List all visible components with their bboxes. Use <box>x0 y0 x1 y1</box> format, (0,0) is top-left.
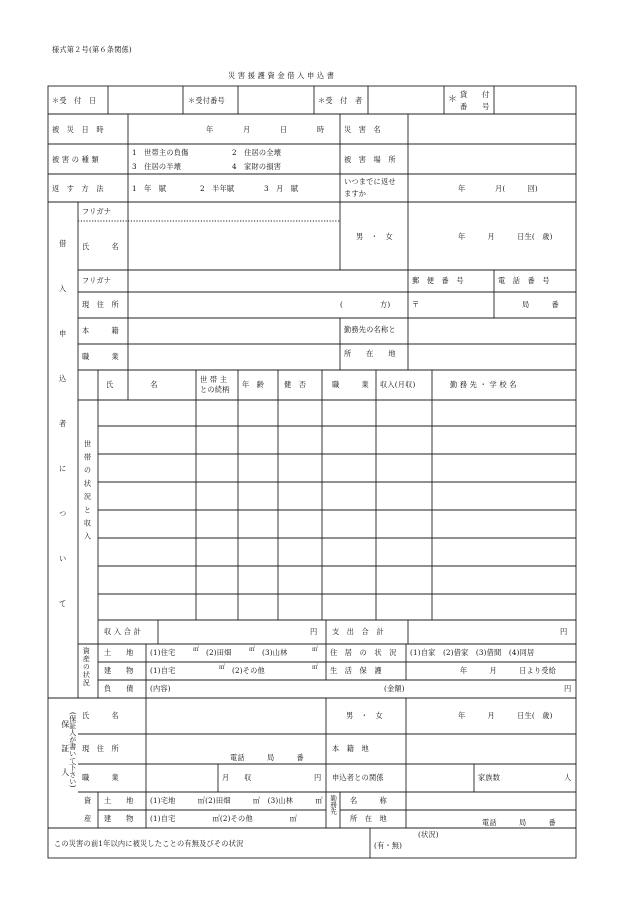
label-furigana-1: フリガナ <box>82 207 112 216</box>
label-workplace-1: 勤務先の名称と <box>344 325 396 334</box>
label-g-land: 土 地 <box>104 796 134 805</box>
label-land: 土 地 <box>104 648 134 657</box>
g-sex: 男 ・ 女 <box>346 711 383 720</box>
col-relation-1: 世 帯 主 <box>200 375 228 384</box>
applicant-birth: 年 月 日生( 歳) <box>458 232 553 241</box>
label-applicant-name: 氏 名 <box>82 242 119 251</box>
label-housing: 住 居 の 状 況 <box>330 648 397 657</box>
label-welfare: 生 活 保 護 <box>330 666 382 675</box>
col-name: 氏 名 <box>106 380 158 389</box>
label-damage-type: 被 害 の 種 類 <box>52 155 99 164</box>
label-repay-method: 返 す 方 法 <box>52 184 104 193</box>
postal-mark: 〒 <box>412 300 420 309</box>
g-birth: 年 月 日生( 歳) <box>458 711 553 720</box>
repay-option-3: 3 月 賦 <box>264 184 299 193</box>
household-side-label: 世帯の状況と収入 <box>83 440 93 546</box>
label-g-salary: 月 収 <box>222 773 252 782</box>
label-loan-number-1: 貸 付 <box>460 90 490 99</box>
damage-option-3: 3 住居の半壊 <box>132 162 182 171</box>
debt-amount: (金額) <box>384 684 405 693</box>
bldg-m2-1: ㎡ <box>219 664 226 671</box>
label-prior-disaster: この災害の前1年以内に被災したことの有無及びその状況 <box>54 839 244 848</box>
land-m2-3: ㎡ <box>312 646 319 653</box>
land-forest: (3)山林 <box>262 648 288 657</box>
disaster-date-value: 年 月 日 時 <box>206 125 325 134</box>
g-salary-yen: 円 <box>314 773 322 782</box>
until-value: 年 月( 回) <box>458 184 538 193</box>
land-farm: (2)田畑 <box>206 648 232 657</box>
col-age: 年 齢 <box>242 380 265 389</box>
col-job: 職 業 <box>332 380 369 389</box>
label-until-2: ますか <box>344 189 367 198</box>
applicant-sex: 男 ・ 女 <box>356 232 393 241</box>
label-debt: 負 債 <box>104 684 134 693</box>
label-receipt-number: ＊受付番号 <box>188 96 225 105</box>
expense-yen: 円 <box>560 627 568 636</box>
assets-side-label: 資産の状況 <box>82 647 91 687</box>
debt-yen: 円 <box>564 684 572 693</box>
g-building-value: (1)自宅 ㎡(2)その他 ㎡ <box>150 814 298 823</box>
label-loan-number-2: 番 号 <box>460 102 490 111</box>
label-g-family: 家族数 <box>478 773 501 782</box>
label-job: 職 業 <box>82 352 119 361</box>
g-asset-char-1: 資 <box>84 796 92 805</box>
label-g-building: 建 物 <box>104 814 134 823</box>
label-receipt-date: ＊受 付 日 <box>52 96 97 105</box>
damage-option-4: 4 家財の損害 <box>232 162 282 171</box>
address-kata: ( 方) <box>340 300 391 309</box>
damage-option-1: 1 世帯主の負傷 <box>132 148 189 157</box>
loan-number-star: ＊ <box>448 95 458 105</box>
housing-options: (1)自家 (2)借家 (3)借間 (4)同居 <box>410 648 535 657</box>
bldg-m2-2: ㎡ <box>312 664 319 671</box>
building-home: (1)自宅 <box>150 666 176 675</box>
g-family-nin: 人 <box>564 773 572 782</box>
g-asset-char-2: 産 <box>84 814 92 823</box>
label-address: 現 住 所 <box>82 300 119 309</box>
g-work-phone: 電話 局 番 <box>482 818 556 827</box>
label-g-domicile: 本 籍 地 <box>332 744 369 753</box>
col-income: 収入(月収) <box>380 380 416 389</box>
label-furigana-2: フリガナ <box>82 276 112 285</box>
guarantor-side-note: (保証人が書いて下さい) <box>68 712 77 788</box>
form-number: 様式第２号(第６条関係) <box>52 45 132 54</box>
label-damage-place: 被 害 場 所 <box>344 155 396 164</box>
label-g-work-name: 名 称 <box>350 796 387 805</box>
land-m2-2: ㎡ <box>249 646 256 653</box>
form-title: 災 害 援 護 資 金 借 入 申 込 書 <box>228 71 335 80</box>
label-g-job: 職 業 <box>82 773 119 782</box>
col-workplace: 勤 務 先 ・ 学 校 名 <box>450 380 517 389</box>
prior-umu: (有・無) <box>374 841 403 850</box>
debt-content: (内容) <box>150 684 171 693</box>
phone-kyoku: 局 番 <box>522 300 559 309</box>
label-g-address: 現 住 所 <box>82 744 119 753</box>
damage-option-2: 2 住居の全壊 <box>232 148 282 157</box>
building-other: (2)その他 <box>232 666 265 675</box>
repay-option-1: 1 年 賦 <box>132 184 167 193</box>
repay-option-2: 2 半年賦 <box>200 184 235 193</box>
income-yen: 円 <box>310 627 318 636</box>
prior-status: (状況) <box>418 830 439 839</box>
label-phone-number: 電 話 番 号 <box>498 276 550 285</box>
label-domicile: 本 籍 <box>82 326 119 335</box>
label-disaster-name: 災 害 名 <box>344 125 381 134</box>
label-disaster-date: 被 災 日 時 <box>52 125 104 134</box>
label-expense-total: 支 出 合 計 <box>332 627 384 636</box>
welfare-value: 年 月 日より受給 <box>460 666 557 675</box>
col-relation-2: との続柄 <box>200 385 230 394</box>
guarantor-side-label: 保 証 人 <box>60 720 70 780</box>
g-workplace-side: 勤務先 <box>329 795 338 815</box>
land-m2-1: ㎡ <box>193 646 200 653</box>
label-g-relation: 申込者との関係 <box>332 773 384 782</box>
label-g-work-place: 所 在 地 <box>350 814 387 823</box>
g-land-value: (1)宅地 ㎡(2)田畑 ㎡ (3)山林 ㎡ <box>150 796 323 805</box>
label-postal-code: 郵 便 番 号 <box>412 276 464 285</box>
label-income-total: 収 入 合 計 <box>104 627 142 636</box>
label-workplace-2: 所 在 地 <box>344 349 396 358</box>
col-health: 健 否 <box>284 380 307 389</box>
g-phone: 電話 局 番 <box>230 753 304 762</box>
label-receiver: ＊受 付 者 <box>318 96 363 105</box>
label-g-name: 氏 名 <box>82 711 119 720</box>
land-residential: (1)住宅 <box>150 648 176 657</box>
label-building: 建 物 <box>104 666 134 675</box>
label-until-1: いつまでに返せ <box>344 177 396 186</box>
